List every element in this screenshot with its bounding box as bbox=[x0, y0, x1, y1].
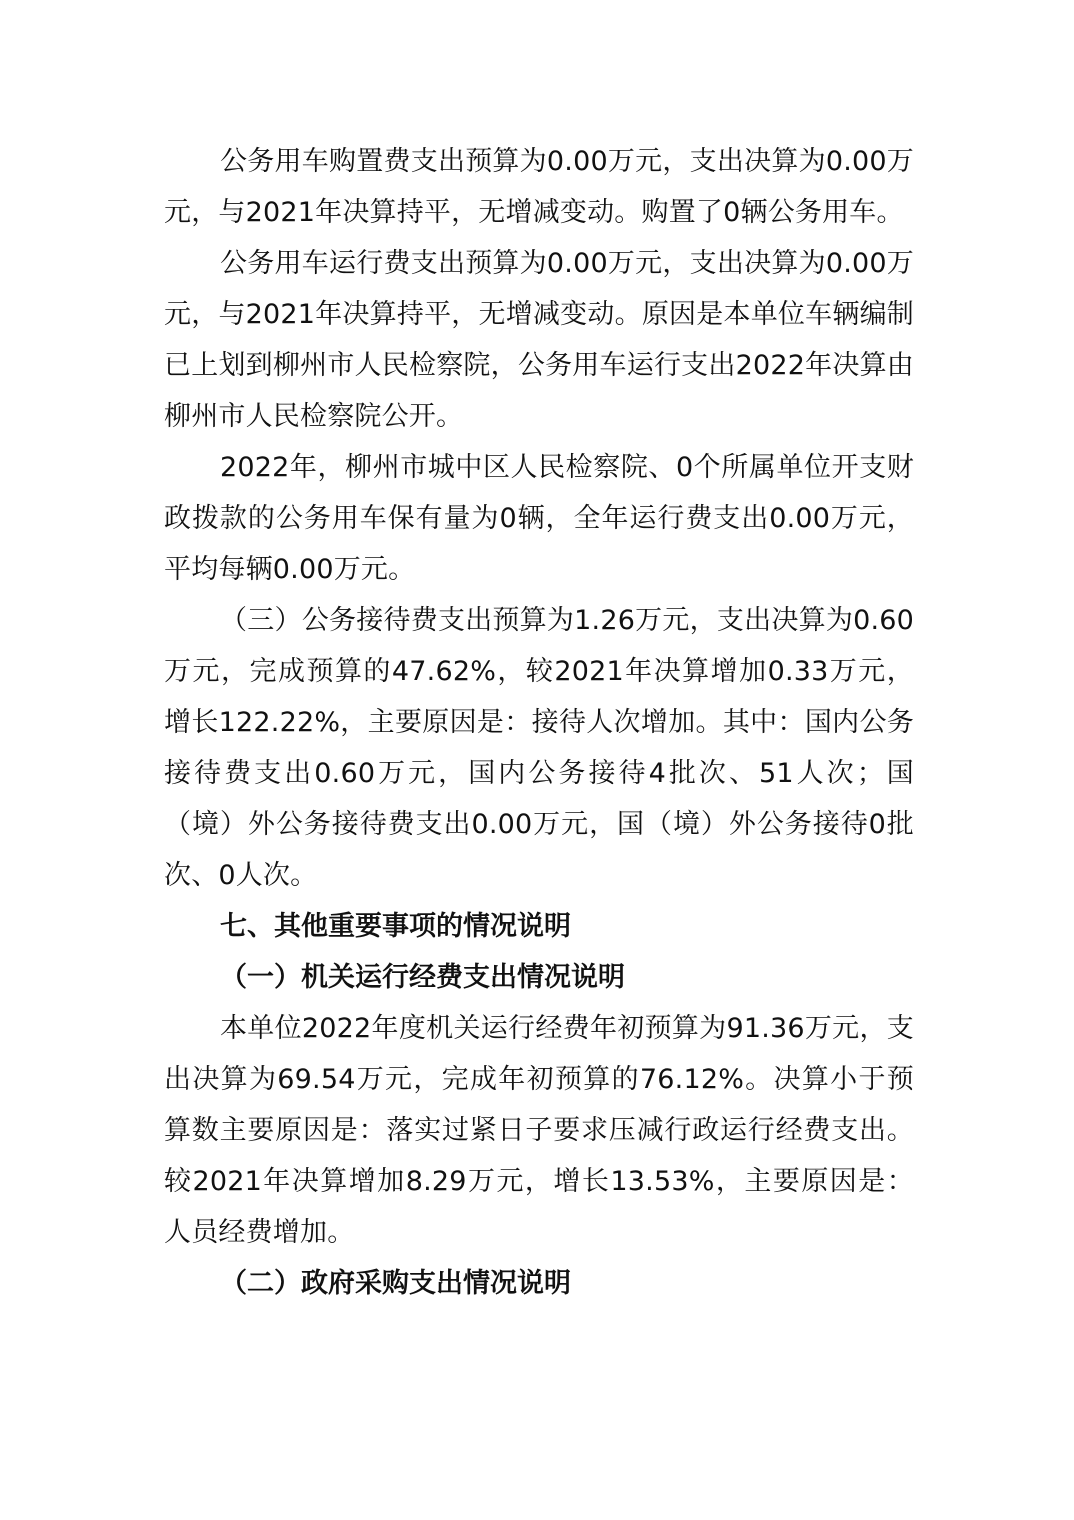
subsection-heading-procurement: （二）政府采购支出情况说明 bbox=[220, 1268, 571, 1299]
paragraph-vehicle-operation: 公务用车运行费支出预算为0.00万元，支出决算为0.00万元，与2021年决算持平，无增减变动。原因是本单位车辆编制已上划到柳州市人民检察院，公务用车运行支出2022年决算由柳州市人民检察院公开。 bbox=[164, 248, 914, 432]
paragraph-operating-expenses: 本单位2022年度机关运行经费年初预算为91.36万元，支出决算为69.54万元，完成年初预算的76.12%。决算小于预算数主要原因是：落实过紧日子要求压减行政运行经费支出。较2021年决算增加8.29万元，增长13.53%，主要原因是：人员经费增加。 bbox=[164, 1013, 914, 1248]
paragraph-reception-expense: （三）公务接待费支出预算为1.26万元，支出决算为0.60万元，完成预算的47.62%，较2021年决算增加0.33万元，增长122.22%，主要原因是：接待人次增加。其中：国内公务接待费支出0.60万元，国内公务接待4批次、51人次；国（境）外公务接待费支出0.00万元，国（境）外公务接待0批次、0人次。 bbox=[164, 605, 914, 891]
section-heading-other-matters: 七、其他重要事项的情况说明 bbox=[220, 911, 571, 942]
paragraph-vehicle-holdings: 2022年，柳州市城中区人民检察院、0个所属单位开支财政拨款的公务用车保有量为0辆，全年运行费支出0.00万元，平均每辆0.00万元。 bbox=[164, 452, 914, 585]
subsection-heading-operating-expenses: （一）机关运行经费支出情况说明 bbox=[220, 962, 625, 993]
document-page bbox=[164, 136, 914, 1309]
paragraph-vehicle-purchase: 公务用车购置费支出预算为0.00万元，支出决算为0.00万元，与2021年决算持平，无增减变动。购置了0辆公务用车。 bbox=[164, 146, 914, 228]
